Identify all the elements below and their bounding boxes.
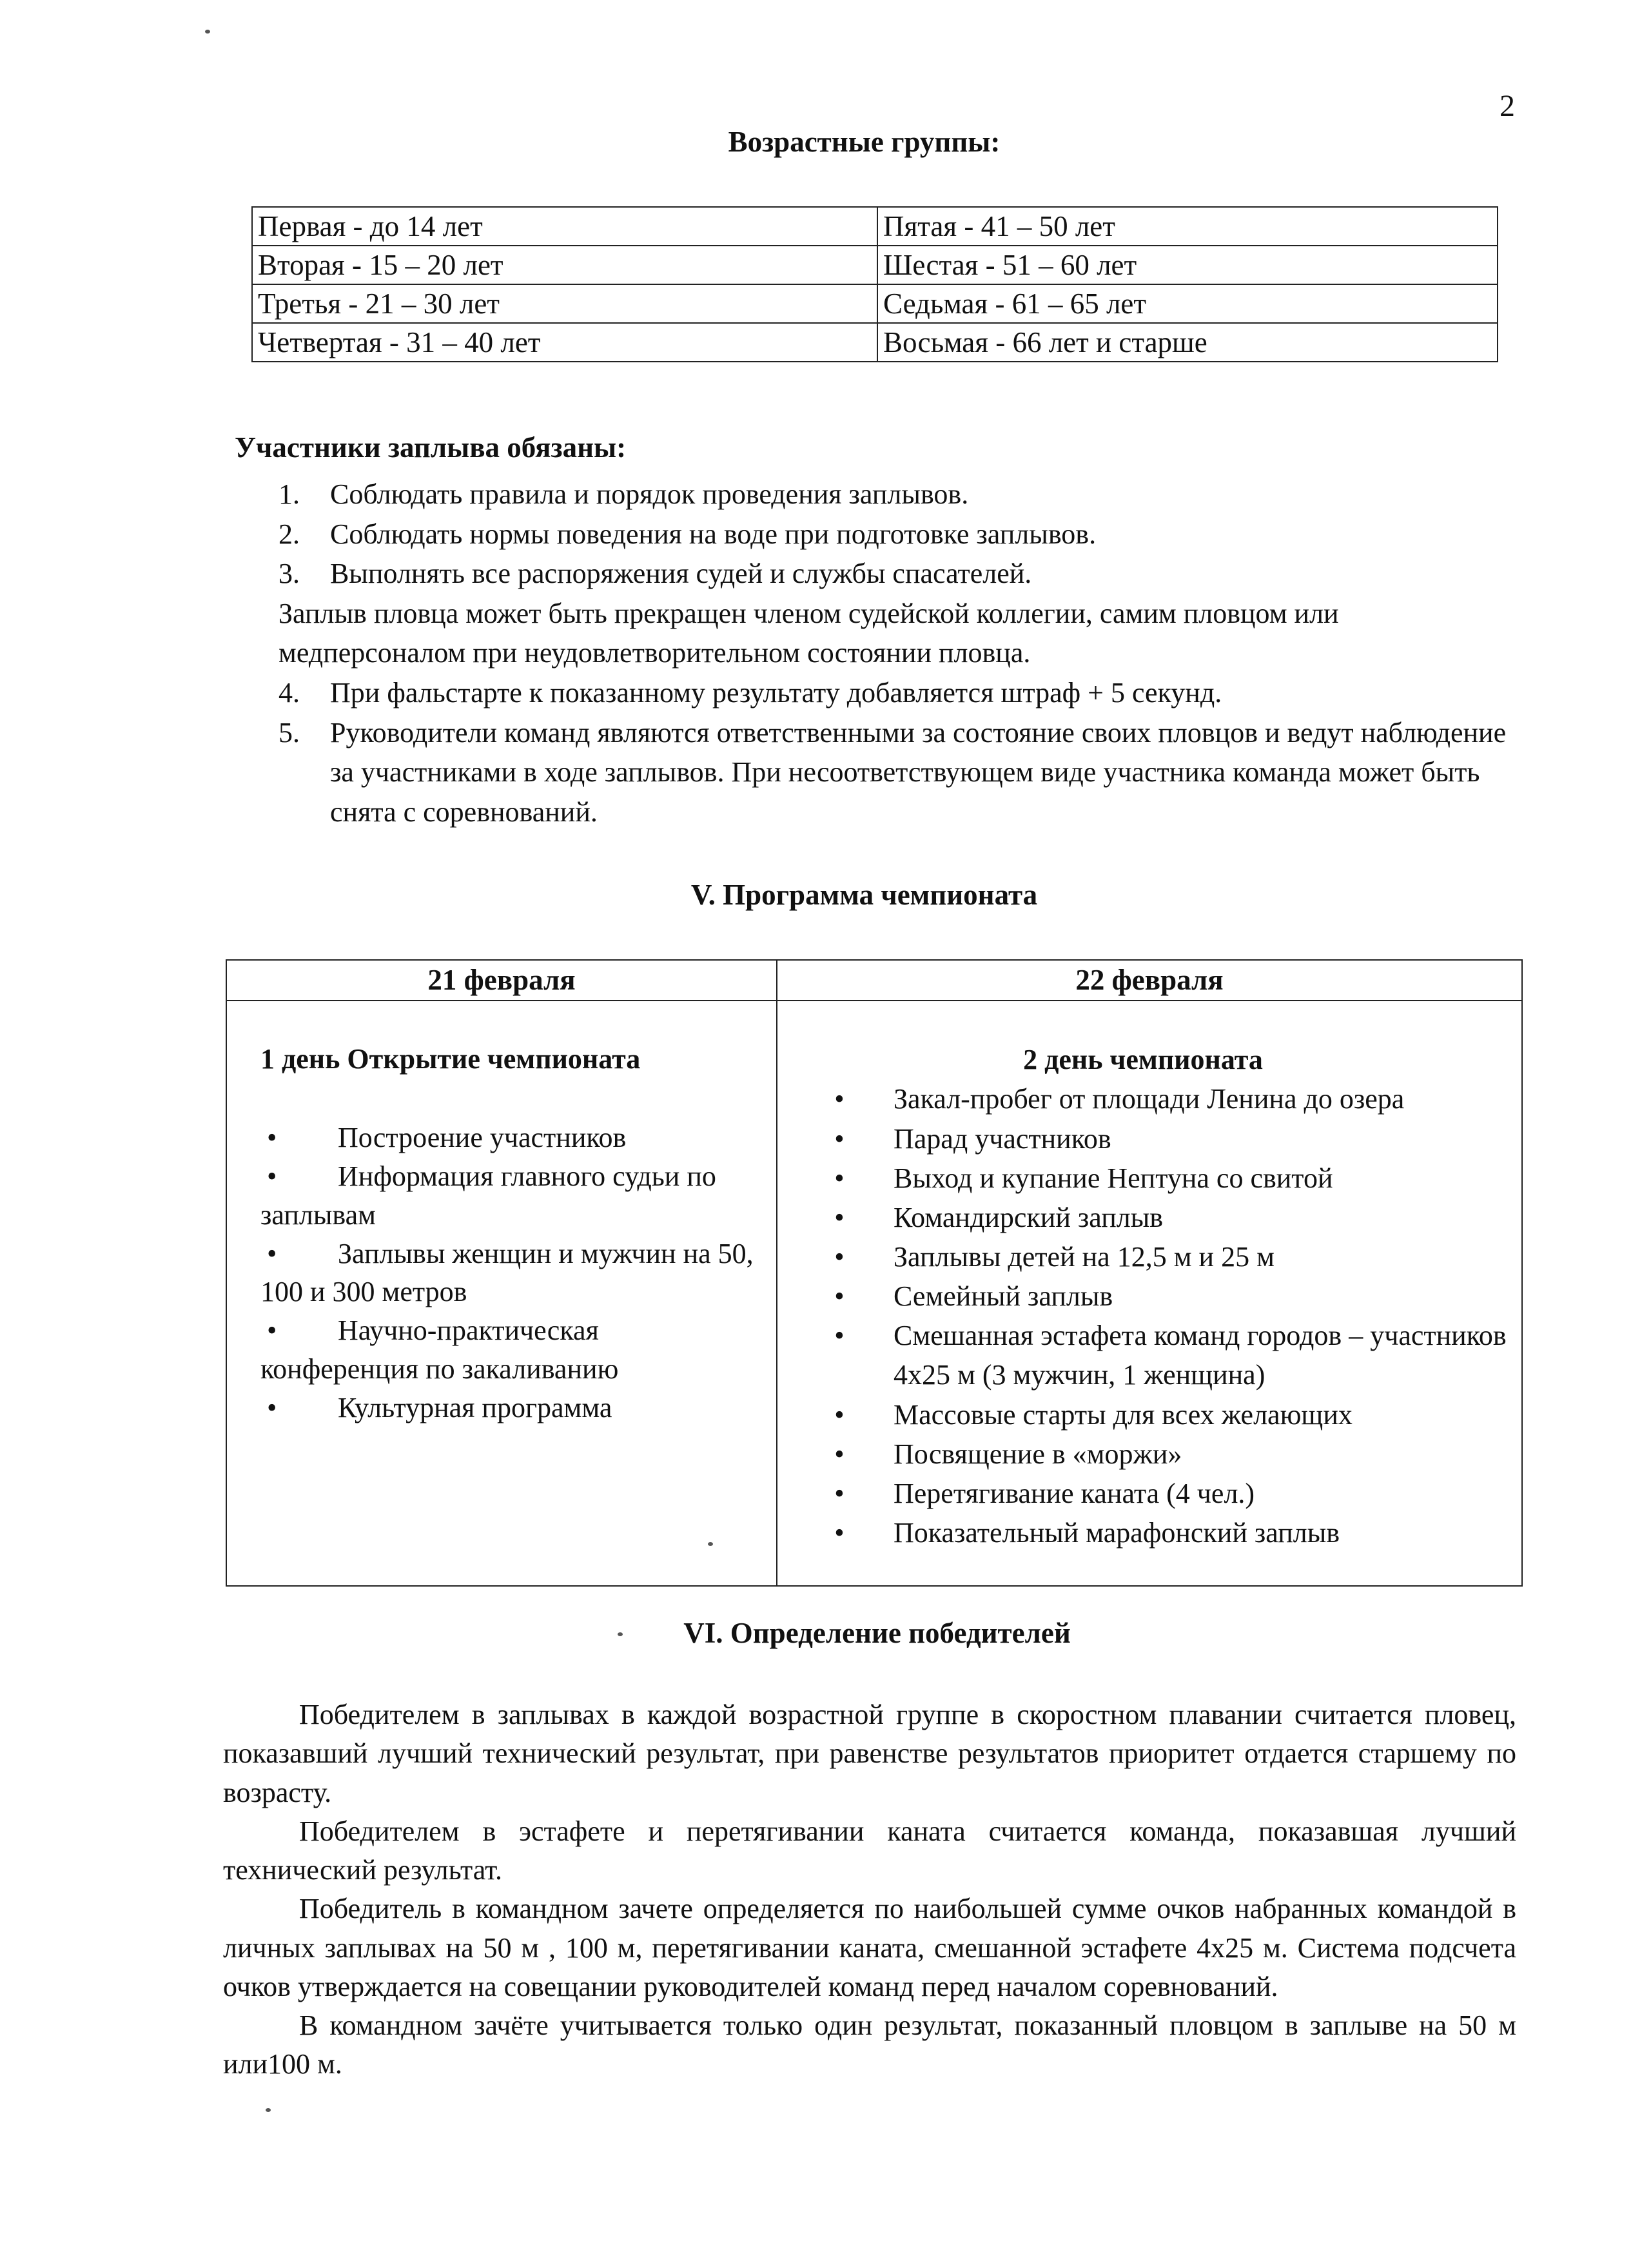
item-text: Смешанная эстафета команд городов – участников 4х25 м (3 мужчин, 1 женщина) bbox=[894, 1320, 1507, 1391]
day2-cell bbox=[777, 1001, 1522, 1586]
item-text: Выход и купание Нептуна со свитой bbox=[894, 1162, 1333, 1194]
item-text: Выполнять все распоряжения судей и службы спасателей. bbox=[330, 558, 1032, 590]
item-text: Соблюдать правила и порядок проведения заплывов. bbox=[330, 478, 969, 510]
bullet-icon: • bbox=[834, 1083, 845, 1115]
list-item bbox=[278, 673, 1523, 713]
list-item bbox=[278, 554, 1523, 594]
bullet-icon: • bbox=[834, 1517, 845, 1549]
paragraph: Победителем в заплывах в каждой возрастной группе в скоростном плавании считается пловец, показавший лучший технический результат, при равенстве результатов приоритет отдается старшему по возрасту. bbox=[223, 1699, 1516, 1808]
table-cell: Третья - 21 – 30 лет bbox=[252, 284, 877, 323]
list-item bbox=[777, 1474, 1509, 1513]
item-text: Заплывы детей на 12,5 м и 25 м bbox=[894, 1240, 1275, 1273]
table-cell: Седьмая - 61 – 65 лет bbox=[877, 284, 1498, 323]
day1-title: 1 день Открытие чемпионата bbox=[260, 1043, 641, 1075]
item-text: Соблюдать нормы поведения на воде при подготовке заплывов. bbox=[330, 518, 1097, 550]
item-number: 2. bbox=[278, 518, 300, 550]
item-number: 1. bbox=[278, 478, 300, 510]
table-cell: Вторая - 15 – 20 лет bbox=[252, 246, 877, 284]
list-item bbox=[777, 1395, 1509, 1434]
list-item bbox=[777, 1513, 1509, 1552]
paragraph: Победитель в командном зачете определяется по наибольшей сумме очков набранных командой в личных заплывах на 50 м , 100 м, перетягивании каната, смешанной эстафете 4х25 м. Система подсчета очков утверждается на совещании руководителей команд перед началом соревнований. bbox=[223, 1893, 1516, 2002]
list-item bbox=[777, 1158, 1509, 1198]
item-number: 3. bbox=[278, 558, 300, 590]
bullet-icon: • bbox=[834, 1280, 845, 1313]
item-text: Посвящение в «моржи» bbox=[894, 1438, 1182, 1470]
item-text: При фальстарте к показанному результату добавляется штраф + 5 секунд. bbox=[330, 676, 1222, 709]
list-item bbox=[777, 1276, 1509, 1316]
age-groups-heading: Возрастные группы: bbox=[728, 126, 1001, 158]
item-text: Информация главного судьи по заплывам bbox=[260, 1160, 716, 1231]
list-item bbox=[260, 1235, 763, 1312]
list-item bbox=[260, 1157, 763, 1235]
scan-speck bbox=[618, 1632, 623, 1636]
table-row bbox=[226, 1001, 1522, 1586]
list-item bbox=[777, 1119, 1509, 1158]
paragraph: Победителем в эстафете и перетягивании каната считается команда, показавшая лучший технический результат. bbox=[223, 1815, 1516, 1886]
page-number: 2 bbox=[1500, 89, 1515, 123]
day1-cell bbox=[226, 1001, 777, 1586]
table-row bbox=[252, 323, 1498, 362]
bullet-icon: • bbox=[834, 1320, 845, 1352]
list-item bbox=[260, 1389, 763, 1427]
item-text: Закал-пробег от площади Ленина до озера bbox=[894, 1083, 1405, 1115]
table-row bbox=[252, 284, 1498, 323]
item-number: 5. bbox=[278, 716, 300, 748]
program-heading: V. Программа чемпионата bbox=[690, 879, 1038, 911]
table-cell: Пятая - 41 – 50 лет bbox=[877, 207, 1498, 246]
winners-text bbox=[223, 1696, 1516, 2084]
bullet-icon: • bbox=[834, 1162, 845, 1194]
item-text: Научно-практическая конференция по закаливанию bbox=[260, 1315, 619, 1385]
winners-heading: VI. Определение победителей bbox=[683, 1617, 1071, 1649]
bullet-icon: • bbox=[267, 1315, 277, 1347]
item-text: Заплывы женщин и мужчин на 50, 100 и 300 метров bbox=[260, 1237, 754, 1308]
item-text: Построение участников bbox=[338, 1122, 627, 1154]
table-cell: Первая - до 14 лет bbox=[252, 207, 877, 246]
bullet-icon: • bbox=[267, 1160, 277, 1192]
paragraph: В командном зачёте учитывается только один результат, показанный пловцом в заплыве на 50 м или100 м. bbox=[223, 2009, 1516, 2080]
scan-speck bbox=[266, 2108, 271, 2112]
list-item bbox=[278, 514, 1523, 554]
program-table bbox=[226, 959, 1523, 1587]
duties-heading: Участники заплыва обязаны: bbox=[235, 431, 627, 464]
day1-date: 21 февраля bbox=[226, 960, 777, 1001]
list-item bbox=[777, 1237, 1509, 1276]
list-item bbox=[260, 1311, 763, 1389]
bullet-icon: • bbox=[834, 1438, 845, 1470]
item-text: Командирский заплыв bbox=[894, 1201, 1164, 1233]
age-groups-table bbox=[251, 206, 1498, 362]
list-item bbox=[260, 1119, 763, 1157]
scan-speck bbox=[205, 30, 210, 34]
list-item bbox=[777, 1198, 1509, 1237]
table-cell: Шестая - 51 – 60 лет bbox=[877, 246, 1498, 284]
item-text: Показательный марафонский заплыв bbox=[894, 1517, 1340, 1549]
item-text: Перетягивание каната (4 чел.) bbox=[894, 1477, 1255, 1509]
bullet-icon: • bbox=[834, 1240, 845, 1273]
bullet-icon: • bbox=[834, 1477, 845, 1509]
duties-note: Заплыв пловца может быть прекращен членом судейской коллегии, самим пловцом или медперсоналом при неудовлетворительном состоянии пловца. bbox=[278, 597, 1339, 669]
list-item bbox=[278, 474, 1523, 514]
list-item bbox=[278, 713, 1523, 832]
bullet-icon: • bbox=[834, 1398, 845, 1431]
table-header-row bbox=[226, 960, 1522, 1001]
bullet-icon: • bbox=[834, 1201, 845, 1233]
bullet-icon: • bbox=[267, 1391, 277, 1423]
bullet-icon: • bbox=[267, 1237, 277, 1269]
bullet-icon: • bbox=[267, 1122, 277, 1154]
item-text: Руководители команд являются ответственными за состояние своих пловцов и ведут наблюдение за участниками в ходе заплывов. При несоответствующем виде участника команда может быть снята с соревнований. bbox=[330, 716, 1507, 828]
table-row bbox=[252, 207, 1498, 246]
item-text: Культурная программа bbox=[338, 1391, 612, 1423]
item-text: Семейный заплыв bbox=[894, 1280, 1113, 1313]
duties-list bbox=[278, 474, 1523, 832]
list-item bbox=[777, 1079, 1509, 1119]
list-item bbox=[777, 1434, 1509, 1474]
item-number: 4. bbox=[278, 676, 300, 709]
day2-date: 22 февраля bbox=[777, 960, 1522, 1001]
bullet-icon: • bbox=[834, 1122, 845, 1155]
table-cell: Четвертая - 31 – 40 лет bbox=[252, 323, 877, 362]
list-item bbox=[777, 1316, 1509, 1394]
scan-speck bbox=[708, 1542, 713, 1546]
item-text: Массовые старты для всех желающих bbox=[894, 1398, 1353, 1431]
table-row bbox=[252, 246, 1498, 284]
item-text: Парад участников bbox=[894, 1122, 1111, 1155]
table-cell: Восьмая - 66 лет и старше bbox=[877, 323, 1498, 362]
day2-title: 2 день чемпионата bbox=[1023, 1044, 1263, 1076]
